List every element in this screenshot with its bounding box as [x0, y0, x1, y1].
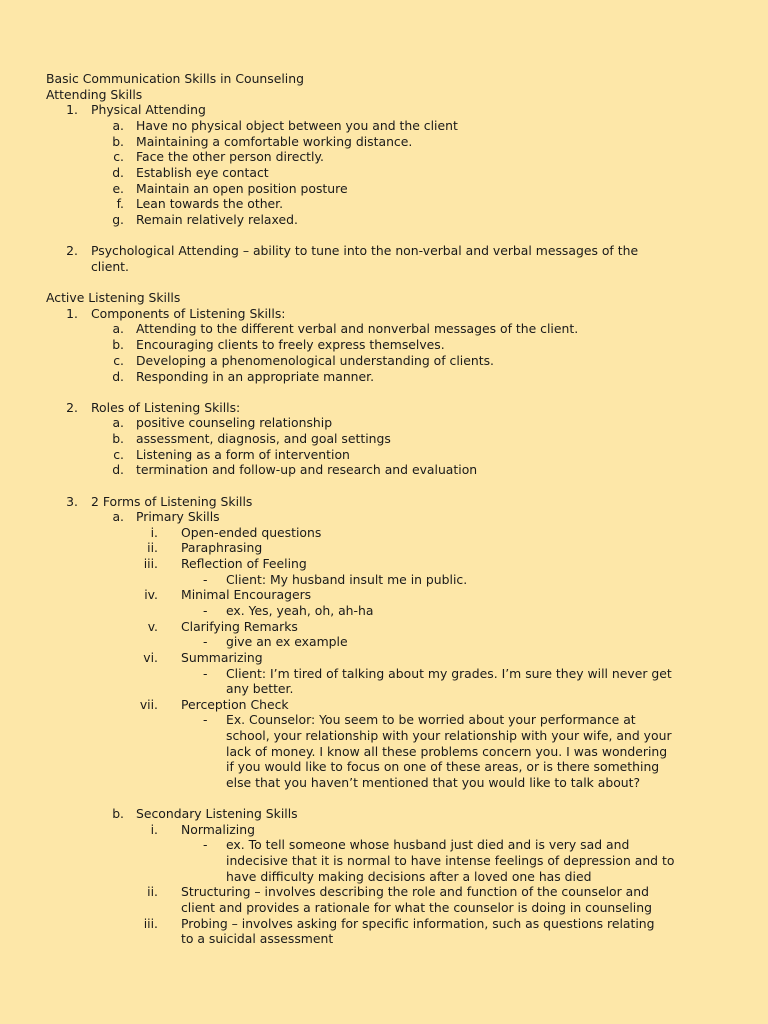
example-text: ex. To tell someone whose husband just died and is very sad and — [226, 837, 630, 852]
section-heading-attending: Attending Skills — [46, 87, 143, 102]
list-item: Developing a phenomenological understanding of clients. — [136, 353, 494, 368]
list-item: Clarifying Remarks — [181, 619, 298, 634]
item-secondary-skills: Secondary Listening Skills — [136, 806, 298, 821]
list-marker: d. — [112, 369, 124, 384]
dash-bullet: - — [203, 666, 208, 681]
list-item: Probing – involves asking for specific information, such as questions relating — [181, 916, 655, 931]
list-marker: f. — [116, 196, 124, 211]
list-item: Normalizing — [181, 822, 255, 837]
list-marker: b. — [112, 134, 124, 149]
list-item: Perception Check — [181, 697, 289, 712]
list-number: 2. — [66, 400, 78, 415]
list-marker: d. — [112, 462, 124, 477]
list-marker: i. — [150, 822, 158, 837]
item-forms: 2 Forms of Listening Skills — [91, 494, 253, 509]
list-marker: iii. — [143, 916, 158, 931]
list-item: Attending to the different verbal and nonverbal messages of the client. — [136, 321, 579, 336]
list-item: Lean towards the other. — [136, 196, 284, 211]
list-marker: b. — [112, 337, 124, 352]
list-item: Open-ended questions — [181, 525, 322, 540]
list-marker: b. — [112, 431, 124, 446]
list-item: Remain relatively relaxed. — [136, 212, 298, 227]
dash-bullet: - — [203, 712, 208, 727]
list-marker: vii. — [139, 697, 158, 712]
list-item-cont: client and provides a rationale for what the counselor is doing in counseling — [181, 900, 652, 915]
example-text-cont: lack of money. I know all these problems concern you. I was wondering — [226, 744, 668, 759]
example-text-cont: any better. — [226, 681, 294, 696]
item-roles: Roles of Listening Skills: — [91, 400, 241, 415]
example-text-cont: else that you haven’t mentioned that you would like to talk about? — [226, 775, 641, 790]
item-psychological-attending-cont: client. — [91, 259, 129, 274]
example-text-cont: school, your relationship with your relationship with your wife, and your — [226, 728, 672, 743]
dash-bullet: - — [203, 837, 208, 852]
list-marker: b. — [112, 806, 124, 821]
list-marker: a. — [112, 118, 124, 133]
list-marker: a. — [112, 415, 124, 430]
list-marker: d. — [112, 165, 124, 180]
list-marker: iii. — [143, 556, 158, 571]
list-item: Maintain an open position posture — [136, 181, 348, 196]
example-text: give an ex example — [226, 634, 348, 649]
list-item: Paraphrasing — [181, 540, 263, 555]
list-item: positive counseling relationship — [136, 415, 333, 430]
list-item: Summarizing — [181, 650, 263, 665]
document-title: Basic Communication Skills in Counseling — [46, 71, 304, 86]
list-marker: c. — [113, 353, 124, 368]
list-number: 1. — [66, 102, 78, 117]
item-components: Components of Listening Skills: — [91, 306, 286, 321]
list-marker: a. — [112, 509, 124, 524]
list-item: Encouraging clients to freely express themselves. — [136, 337, 445, 352]
list-marker: c. — [113, 149, 124, 164]
list-marker: i. — [150, 525, 158, 540]
list-item: Structuring – involves describing the role and function of the counselor and — [181, 884, 649, 899]
list-marker: g. — [112, 212, 124, 227]
example-text-cont: have difficulty making decisions after a loved one has died — [226, 869, 592, 884]
list-marker: vi. — [143, 650, 158, 665]
example-text: ex. Yes, yeah, oh, ah-ha — [226, 603, 374, 618]
example-text-cont: indecisive that it is normal to have intense feelings of depression and to — [226, 853, 675, 868]
list-item: Establish eye contact — [136, 165, 269, 180]
item-physical-attending: Physical Attending — [91, 102, 206, 117]
list-item: Reflection of Feeling — [181, 556, 307, 571]
list-item: Have no physical object between you and the client — [136, 118, 458, 133]
list-number: 1. — [66, 306, 78, 321]
list-item: Maintaining a comfortable working distance. — [136, 134, 413, 149]
list-marker: ii. — [147, 540, 158, 555]
section-heading-active-listening: Active Listening Skills — [46, 290, 181, 305]
list-number: 3. — [66, 494, 78, 509]
list-number: 2. — [66, 243, 78, 258]
list-item: Minimal Encouragers — [181, 587, 312, 602]
example-text-cont: if you would like to focus on one of these areas, or is there something — [226, 759, 660, 774]
example-text: Client: My husband insult me in public. — [226, 572, 468, 587]
list-item: Responding in an appropriate manner. — [136, 369, 375, 384]
item-psychological-attending: Psychological Attending – ability to tune into the non-verbal and verbal messages of the — [91, 243, 639, 258]
list-item: termination and follow-up and research and evaluation — [136, 462, 478, 477]
list-marker: e. — [112, 181, 124, 196]
dash-bullet: - — [203, 634, 208, 649]
list-marker: v. — [147, 619, 158, 634]
list-marker: iv. — [144, 587, 158, 602]
dash-bullet: - — [203, 572, 208, 587]
example-text: Client: I’m tired of talking about my grades. I’m sure they will never get — [226, 666, 672, 681]
dash-bullet: - — [203, 603, 208, 618]
item-primary-skills: Primary Skills — [136, 509, 220, 524]
example-text: Ex. Counselor: You seem to be worried about your performance at — [226, 712, 636, 727]
list-marker: c. — [113, 447, 124, 462]
list-item: Listening as a form of intervention — [136, 447, 350, 462]
list-item: Face the other person directly. — [136, 149, 324, 164]
list-item: assessment, diagnosis, and goal settings — [136, 431, 391, 446]
list-marker: a. — [112, 321, 124, 336]
list-marker: ii. — [147, 884, 158, 899]
list-item-cont: to a suicidal assessment — [181, 931, 334, 946]
